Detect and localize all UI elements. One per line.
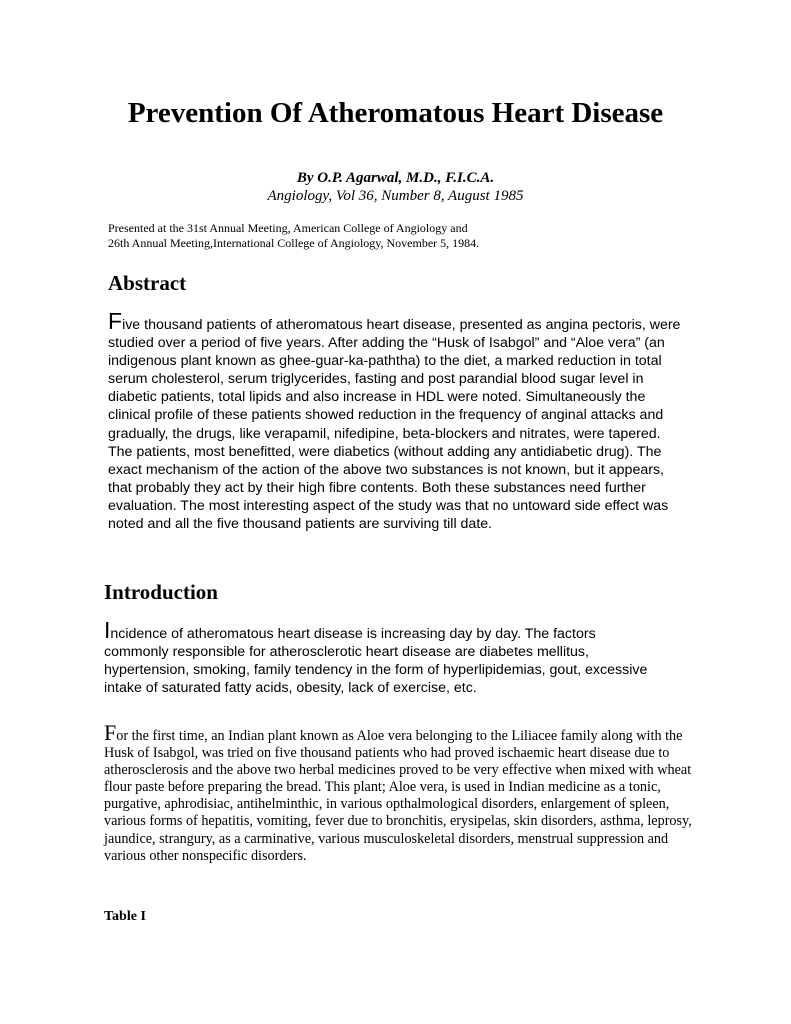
journal-citation: Angiology, Vol 36, Number 8, August 1985 xyxy=(267,188,524,204)
introduction-paragraph-1 xyxy=(104,617,664,697)
paper-title: Prevention Of Atheromatous Heart Disease xyxy=(127,97,664,129)
introduction-paragraph-2 xyxy=(104,720,696,865)
abstract-text: ive thousand patients of atheromatous heart disease, presented as angina pectoris, were studied over a period of five years. After adding the “Husk of Isabgol” and “Aloe vera” (an indigenous plant known as ghee-guar-ka-paththa) to the diet, a marked reduction in total serum cholesterol, serum triglycerides, fasting and post parandial blood sugar level in diabetic patients, total lipids and also increase in HDL were noted. Simultaneously the clinical profile of these patients showed reduction in the frequency of anginal attacks and gradually, the drugs, like verapamil, nifedipine, beta-blockers and nitrates, were tapered. The patients, most benefitted, were diabetics (without adding any antidiabetic drug). The exact mechanism of the action of the above two substances is not known, but it appears, that probably they act by their high fibre contents. Both these substances need further evaluation. The most interesting aspect of the study was that no untoward side effect was noted and all the five thousand patients are surviving till date. xyxy=(108,317,681,533)
intro-dropcap-2: F xyxy=(104,720,117,745)
introduction-heading: Introduction xyxy=(104,580,218,604)
presentation-note-line-1: Presented at the 31st Annual Meeting, American College of Angiology and xyxy=(108,221,468,235)
abstract-dropcap: F xyxy=(108,308,123,334)
abstract-heading: Abstract xyxy=(108,271,187,295)
presentation-note xyxy=(108,221,728,251)
abstract-paragraph xyxy=(108,308,688,533)
intro-text-2: or the first time, an Indian plant known as Aloe vera belonging to the Liliacee family along with the Husk of Isabgol, was tried on five thousand patients who had proved ischaemic heart disease due to atherosclerosis and the above two herbal medicines proved to be very effective when mixed with wheat flour paste before preparing the bread. This plant; Aloe vera, is used in Indian medicine as a tonic, purgative, aphrodisiac, antihelminthic, in various opthalmological disorders, enlargement of spleen, various forms of hepatitis, vomiting, fever due to bronchitis, erysipelas, skin disorders, asthma, leprosy, jaundice, strangury, as a carminative, various musculoskeletal disorders, menstrual suppression and various other nonspecific disorders. xyxy=(104,728,692,864)
author-line: By O.P. Agarwal, M.D., F.I.C.A. xyxy=(296,170,495,186)
table-label: Table I xyxy=(104,909,146,924)
presentation-note-line-2: 26th Annual Meeting,International College of Angiology, November 5, 1984. xyxy=(108,236,480,250)
intro-text-1: ncidence of atheromatous heart disease is increasing day by day. The factors commonly responsible for atherosclerotic heart disease are diabetes mellitus, hypertension, smoking, family tendency in the form of hyperlipidemias, gout, excessive intake of saturated fatty acids, obesity, lack of exercise, etc. xyxy=(104,626,648,697)
byline xyxy=(0,169,791,205)
intro-dropcap-1: I xyxy=(104,617,111,643)
